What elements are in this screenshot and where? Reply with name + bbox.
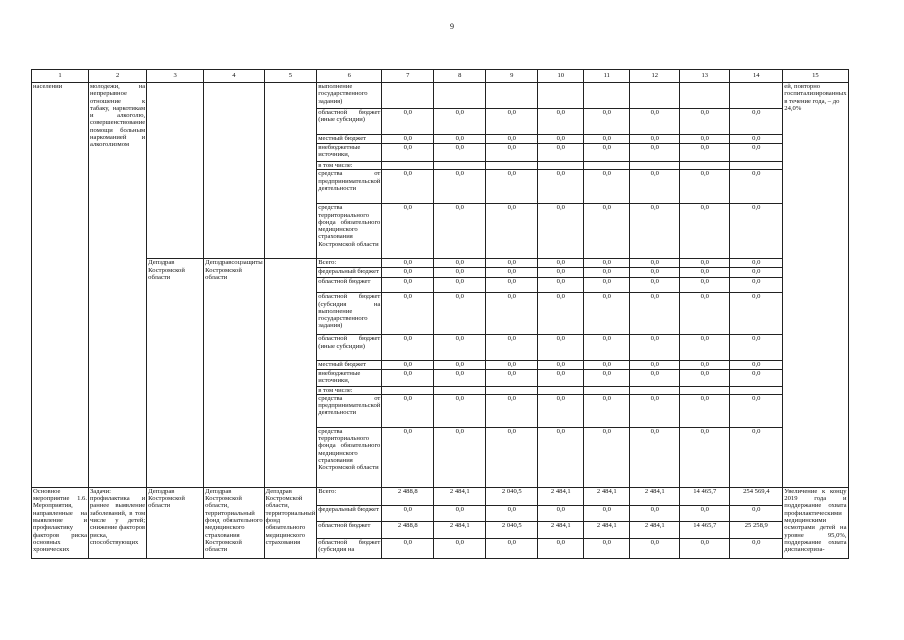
amount-cell: 0,0 [538,278,584,293]
amount-cell: 0,0 [584,293,630,335]
amount-cell [538,83,584,109]
amount-cell: 0,0 [680,268,730,278]
amount-cell: 2 040,5 [486,487,538,505]
amount-cell: 14 465,7 [680,521,730,538]
table-row [32,259,849,268]
amount-cell: 0,0 [434,204,486,259]
table-row [32,83,849,109]
header-row [32,70,849,83]
amount-cell: 0,0 [434,278,486,293]
amount-cell: 0,0 [434,135,486,144]
amount-cell: 0,0 [630,259,680,268]
amount-cell: 0,0 [486,170,538,204]
funding-source-label: областной бюджет (субсидия на выполнение государственного задания) [317,293,382,335]
amount-cell [486,83,538,109]
funding-source-label: внебюджетные источники, [317,369,382,386]
funding-source-label: областной бюджет (иные субсидии) [317,109,382,135]
amount-cell: 0,0 [730,505,783,521]
amount-cell: 0,0 [382,427,434,487]
table-row [32,487,849,505]
amount-cell: 0,0 [486,505,538,521]
amount-cell: 0,0 [382,109,434,135]
responsible-cell: Депздрав Костромской области [147,259,204,488]
funding-source-label: средства территориального фонда обязательного медицинского страхования Костромской области [317,204,382,259]
amount-cell: 0,0 [434,369,486,386]
amount-cell: 0,0 [486,394,538,427]
amount-cell: 0,0 [680,394,730,427]
amount-cell: 2 484,1 [434,521,486,538]
amount-cell: 0,0 [486,204,538,259]
header-cell: 7 [382,70,434,83]
amount-cell: 0,0 [680,505,730,521]
amount-cell: 0,0 [680,293,730,335]
amount-cell [584,162,630,170]
amount-cell: 0,0 [538,259,584,268]
amount-cell [680,386,730,394]
funding-source-label: в том числе: [317,386,382,394]
amount-cell: 0,0 [486,427,538,487]
expected-result-cell: ей, повторно госпитализированных в течение года, – до 24,0% [783,83,848,488]
amount-cell: 2 484,1 [584,487,630,505]
amount-cell: 0,0 [584,135,630,144]
amount-cell: 0,0 [382,278,434,293]
amount-cell [434,162,486,170]
header-cell: 9 [486,70,538,83]
amount-cell: 0,0 [486,361,538,369]
amount-cell: 0,0 [434,394,486,427]
amount-cell: 0,0 [630,427,680,487]
amount-cell [730,83,783,109]
header-cell: 15 [783,70,848,83]
amount-cell: 0,0 [630,369,680,386]
funding-source-label: федеральный бюджет [317,268,382,278]
amount-cell: 0,0 [382,505,434,521]
amount-cell: 0,0 [382,170,434,204]
funding-source-label: местный бюджет [317,361,382,369]
amount-cell: 0,0 [630,538,680,558]
amount-cell [630,162,680,170]
header-cell: 14 [730,70,783,83]
funding-source-label: областной бюджет [317,521,382,538]
header-cell: 10 [538,70,584,83]
amount-cell: 0,0 [584,538,630,558]
amount-cell: 0,0 [538,369,584,386]
amount-cell: 0,0 [538,170,584,204]
amount-cell: 0,0 [382,135,434,144]
expected-result-cell: Увеличение к концу 2019 года и поддержание охвата профилактическими медицинскими осмотрами детей на уровне 95,0%, поддержание охвата диспансериза- [783,487,848,558]
amount-cell: 0,0 [584,427,630,487]
amount-cell: 0,0 [486,259,538,268]
amount-cell: 0,0 [584,335,630,361]
funding-source-label: областной бюджет (субсидия на [317,538,382,558]
amount-cell: 0,0 [486,278,538,293]
amount-cell [730,162,783,170]
amount-cell: 0,0 [486,144,538,162]
amount-cell [630,83,680,109]
header-cell: 2 [89,70,147,83]
amount-cell: 0,0 [680,361,730,369]
amount-cell: 0,0 [434,170,486,204]
funding-source-label: областной бюджет (иные субсидии) [317,335,382,361]
participant-cell: Депздрав Костромской области, территориальный фонд обязательного медицинского страхования [264,487,317,558]
amount-cell: 0,0 [382,204,434,259]
amount-cell: 0,0 [630,135,680,144]
amount-cell: 0,0 [730,335,783,361]
amount-cell: 2 484,1 [630,521,680,538]
amount-cell [730,386,783,394]
amount-cell: 0,0 [434,538,486,558]
amount-cell: 0,0 [730,361,783,369]
amount-cell [382,83,434,109]
amount-cell: 0,0 [434,259,486,268]
amount-cell: 0,0 [730,109,783,135]
amount-cell: 0,0 [434,335,486,361]
amount-cell: 0,0 [630,335,680,361]
funding-source-label: местный бюджет [317,135,382,144]
amount-cell: 0,0 [630,204,680,259]
funding-source-label: средства от предпринимательской деятельности [317,170,382,204]
header-cell: 8 [434,70,486,83]
amount-cell: 0,0 [584,170,630,204]
amount-cell: 0,0 [382,394,434,427]
amount-cell: 0,0 [680,538,730,558]
event-name-cell: Основное мероприятие 1.6. Мероприятия, направленные на выявление и профилактику факторов риска основных хронических [32,487,89,558]
header-cell: 6 [317,70,382,83]
funding-source-label: Всего: [317,259,382,268]
amount-cell: 2 488,8 [382,487,434,505]
coexecutor-cell: Депздравсоцзащиты Костромской области [204,259,264,488]
amount-cell: 0,0 [538,505,584,521]
amount-cell: 0,0 [630,293,680,335]
header-cell: 3 [147,70,204,83]
amount-cell [680,83,730,109]
amount-cell: 0,0 [382,538,434,558]
amount-cell: 0,0 [584,109,630,135]
amount-cell: 0,0 [538,135,584,144]
amount-cell: 0,0 [630,278,680,293]
amount-cell: 0,0 [680,144,730,162]
amount-cell: 0,0 [382,293,434,335]
amount-cell: 0,0 [538,293,584,335]
amount-cell: 0,0 [434,293,486,335]
amount-cell: 0,0 [584,505,630,521]
amount-cell: 0,0 [730,268,783,278]
amount-cell: 0,0 [538,335,584,361]
header-cell: 1 [32,70,89,83]
task-cell: молодежи, на непрерывное отношение к табаку, наркотикам и алкоголю, совершенствование помощи больным наркоманией и алкоголизмом [89,83,147,488]
amount-cell: 0,0 [538,361,584,369]
coexecutor-cell: Депздрав Костромской области, территориальный фонд обязательного медицинского страхования Костромской области [204,487,264,558]
header-cell: 13 [680,70,730,83]
funding-source-label: выполнение государственного задания) [317,83,382,109]
amount-cell [382,162,434,170]
amount-cell [434,386,486,394]
amount-cell [382,386,434,394]
amount-cell: 0,0 [584,259,630,268]
amount-cell: 0,0 [630,109,680,135]
amount-cell: 0,0 [730,204,783,259]
amount-cell: 0,0 [434,109,486,135]
amount-cell: 0,0 [630,144,680,162]
amount-cell: 0,0 [538,538,584,558]
amount-cell: 0,0 [680,259,730,268]
amount-cell: 0,0 [434,268,486,278]
amount-cell: 0,0 [584,204,630,259]
amount-cell: 0,0 [630,268,680,278]
amount-cell: 0,0 [730,538,783,558]
amount-cell: 0,0 [486,538,538,558]
amount-cell: 0,0 [584,278,630,293]
amount-cell: 0,0 [486,335,538,361]
amount-cell: 0,0 [730,394,783,427]
amount-cell: 0,0 [584,369,630,386]
amount-cell: 0,0 [538,204,584,259]
header-cell: 11 [584,70,630,83]
amount-cell: 0,0 [538,268,584,278]
amount-cell: 0,0 [730,293,783,335]
amount-cell: 0,0 [584,268,630,278]
amount-cell: 0,0 [486,109,538,135]
amount-cell: 2 484,1 [584,521,630,538]
amount-cell: 0,0 [584,394,630,427]
amount-cell [584,83,630,109]
amount-cell: 0,0 [434,144,486,162]
amount-cell: 0,0 [382,268,434,278]
amount-cell: 0,0 [680,135,730,144]
amount-cell: 0,0 [584,144,630,162]
funding-source-label: в том числе: [317,162,382,170]
funding-source-label: федеральный бюджет [317,505,382,521]
amount-cell: 0,0 [680,278,730,293]
amount-cell: 0,0 [382,335,434,361]
amount-cell: 0,0 [434,361,486,369]
amount-cell: 0,0 [382,361,434,369]
amount-cell: 0,0 [584,361,630,369]
amount-cell: 0,0 [486,293,538,335]
amount-cell: 0,0 [486,369,538,386]
amount-cell: 0,0 [730,144,783,162]
amount-cell: 0,0 [680,204,730,259]
amount-cell: 0,0 [434,427,486,487]
amount-cell: 2 484,1 [538,521,584,538]
amount-cell: 2 040,5 [486,521,538,538]
funding-source-label: Всего: [317,487,382,505]
amount-cell: 0,0 [680,170,730,204]
responsible-cell [147,83,204,259]
header-cell: 12 [630,70,680,83]
amount-cell: 0,0 [680,335,730,361]
coexecutor-cell [204,83,264,259]
amount-cell [538,162,584,170]
amount-cell [434,83,486,109]
amount-cell: 0,0 [730,369,783,386]
amount-cell: 2 488,8 [382,521,434,538]
amount-cell: 254 569,4 [730,487,783,505]
task-cell: Задачи: профилактика и раннее выявление заболеваний, в том числе у детей; снижение факторов риска, способствующих [89,487,147,558]
responsible-cell: Депздрав Костромской области [147,487,204,558]
participant-cell [264,259,317,488]
amount-cell: 0,0 [486,268,538,278]
amount-cell: 0,0 [730,278,783,293]
amount-cell: 14 465,7 [680,487,730,505]
funding-source-label: средства от предпринимательской деятельности [317,394,382,427]
amount-cell [538,386,584,394]
header-cell: 5 [264,70,317,83]
event-name-cell: населении [32,83,89,488]
amount-cell: 0,0 [730,135,783,144]
amount-cell: 0,0 [680,109,730,135]
amount-cell: 0,0 [434,505,486,521]
funding-source-label: областной бюджет [317,278,382,293]
amount-cell: 2 484,1 [630,487,680,505]
amount-cell [486,162,538,170]
amount-cell: 0,0 [538,109,584,135]
amount-cell: 25 258,9 [730,521,783,538]
header-cell: 4 [204,70,264,83]
amount-cell: 0,0 [486,135,538,144]
participant-cell [264,83,317,259]
amount-cell: 0,0 [382,144,434,162]
amount-cell: 0,0 [538,144,584,162]
amount-cell: 0,0 [730,170,783,204]
amount-cell: 0,0 [680,369,730,386]
amount-cell [680,162,730,170]
amount-cell: 0,0 [730,427,783,487]
amount-cell [486,386,538,394]
amount-cell: 0,0 [730,259,783,268]
amount-cell: 0,0 [538,427,584,487]
amount-cell: 0,0 [382,259,434,268]
amount-cell: 0,0 [538,394,584,427]
amount-cell: 0,0 [630,170,680,204]
funding-source-label: средства территориального фонда обязательного медицинского страхования Костромской области [317,427,382,487]
budget-table [31,69,849,559]
page-number: 9 [450,22,454,31]
amount-cell: 0,0 [630,394,680,427]
amount-cell: 0,0 [680,427,730,487]
amount-cell: 2 484,1 [434,487,486,505]
funding-source-label: внебюджетные источники, [317,144,382,162]
amount-cell: 0,0 [630,505,680,521]
amount-cell: 0,0 [382,369,434,386]
amount-cell: 2 484,1 [538,487,584,505]
amount-cell [584,386,630,394]
amount-cell [630,386,680,394]
amount-cell: 0,0 [630,361,680,369]
